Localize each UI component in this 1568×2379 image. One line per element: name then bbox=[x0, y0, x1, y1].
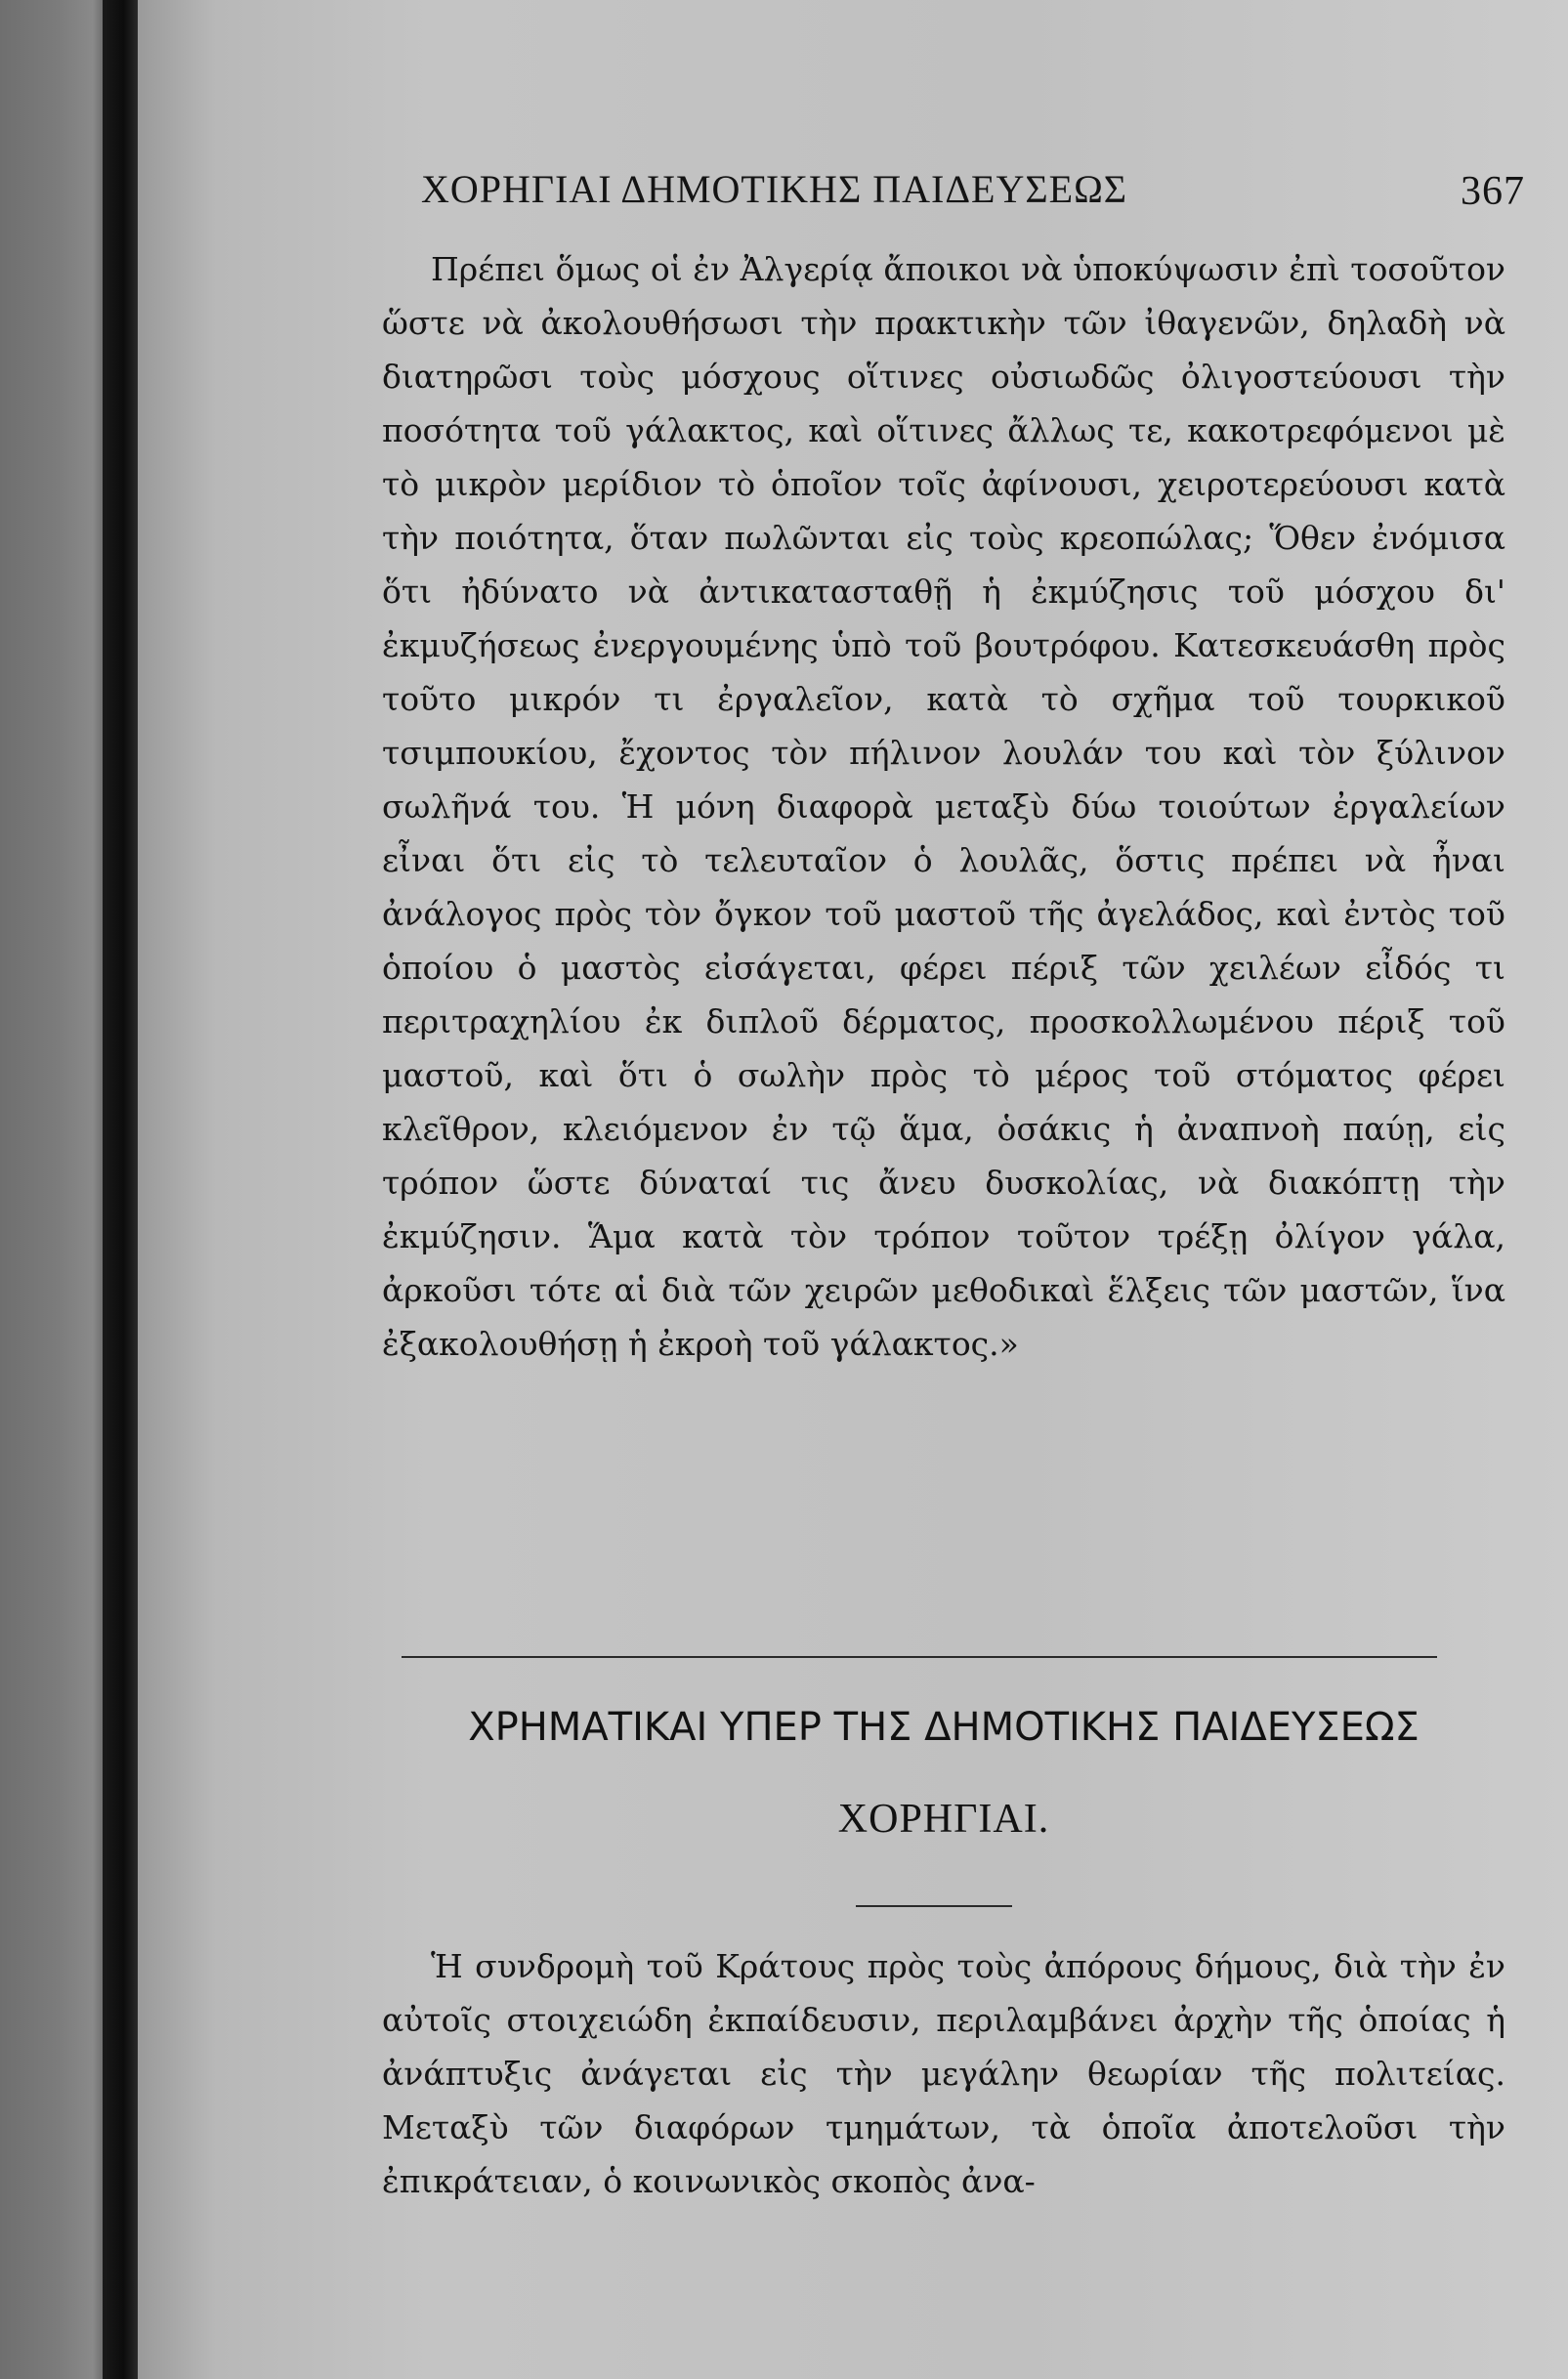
paragraph-section-body: Ἡ συνδρομὴ τοῦ Κράτους πρὸς τοὺς ἀπόρους δήμους, διὰ τὴν ἐν αὐτοῖς στοιχειώδη ἐκπαίδευσιν, περιλαμβάνει ἀρχὴν τῆς ὁποίας ἡ ἀνάπτυξις ἀνάγεται εἰς τὴν μεγάλην θεωρίαν τῆς πολιτείας. Μεταξὺ τῶν διαφόρων τμημάτων, τὰ ὁποῖα ἀποτελοῦσι τὴν ἐπικράτειαν, ὁ κοινωνικὸς σκοπὸς ἀνα- bbox=[382, 1947, 1505, 2200]
page-number: 367 bbox=[1461, 169, 1525, 214]
paragraph-quoted-text: Πρέπει ὅμως οἱ ἐν Ἀλγερίᾳ ἄποικοι νὰ ὑποκύψωσιν ἐπὶ τοσοῦτον ὥστε νὰ ἀκολουθήσωσι τὴν πρακτικὴν τῶν ἰθαγενῶν, δηλαδὴ νὰ διατηρῶσι τοὺς μόσχους οἵτινες οὐσιωδῶς ὀλιγοστεύουσι τὴν ποσότητα τοῦ γάλακτος, καὶ οἵτινες ἄλλως τε, κακοτρεφόμενοι μὲ τὸ μικρὸν μερίδιον τὸ ὁποῖον τοῖς ἀφίνουσι, χειροτερεύουσι κατὰ τὴν ποιότητα, ὅταν πωλῶνται εἰς τοὺς κρεοπώλας; Ὅθεν ἐνόμισα ὅτι ἠδύνατο νὰ ἀντικατασταθῇ ἡ ἐκμύζησις τοῦ μόσχου δι' ἐκμυζήσεως ἐνεργουμένης ὑπὸ τοῦ βουτρόφου. Κατεσκευάσθη πρὸς τοῦτο μικρόν τι ἐργαλεῖον, κατὰ τὸ σχῆμα τοῦ τουρκικοῦ τσιμπουκίου, ἔχοντος τὸν πήλινον λουλάν του καὶ τὸν ξύλινον σωλῆνά του. Ἡ μόνη διαφορὰ μεταξὺ δύω τοιούτων ἐργαλείων εἶναι ὅτι εἰς τὸ τελευταῖον ὁ λουλᾶς, ὅστις πρέπει νὰ ἦναι ἀνάλογος πρὸς τὸν ὄγκον τοῦ μαστοῦ τῆς ἀγελάδος, καὶ ἐντὸς τοῦ ὁποίου ὁ μαστὸς εἰσάγεται, φέρει πέριξ τῶν χειλέων εἶδός τι περιτραχηλίου ἐκ διπλοῦ δέρματος, προσκολλωμένου πέριξ τοῦ μαστοῦ, καὶ ὅτι ὁ σωλὴν πρὸς τὸ μέρος τοῦ στόματος φέρει κλεῖθρον, κλειόμενον ἐν τῷ ἅμα, ὁσάκις ἡ ἀναπνοὴ παύῃ, εἰς τρόπον ὥστε δύναταί τις ἄνευ δυσκολίας, νὰ διακόπτῃ τὴν ἐκμύζησιν. Ἅμα κατὰ τὸν τρόπον τοῦτον τρέξῃ ὀλίγον γάλα, ἀρκοῦσι τότε αἱ διὰ τῶν χειρῶν μεθοδικαὶ ἕλξεις τῶν μαστῶν, ἵνα ἐξακολουθήσῃ ἡ ἐκροὴ τοῦ γάλακτος.» bbox=[382, 250, 1505, 1363]
running-head bbox=[421, 166, 1525, 225]
section-subtitle: ΧΟΡΗΓΙΑΙ. bbox=[837, 1797, 1050, 1842]
book-spine-shadow bbox=[103, 0, 138, 2379]
adjacent-page-edge bbox=[0, 0, 103, 2379]
running-title: ΧΟΡΗΓΙΑΙ ΔΗΜΟΤΙΚΗΣ ΠΑΙΔΕΥΣΕΩΣ bbox=[421, 167, 1128, 211]
section-divider bbox=[402, 1656, 1437, 1658]
book-page bbox=[138, 0, 1568, 2379]
short-rule bbox=[856, 1905, 1012, 1907]
section-heading: ΧΡΗΜΑΤΙΚΑΙ ΥΠΕΡ ΤΗΣ ΔΗΜΟΤΙΚΗΣ ΠΑΙΔΕΥΣΕΩΣ bbox=[468, 1705, 1420, 1750]
